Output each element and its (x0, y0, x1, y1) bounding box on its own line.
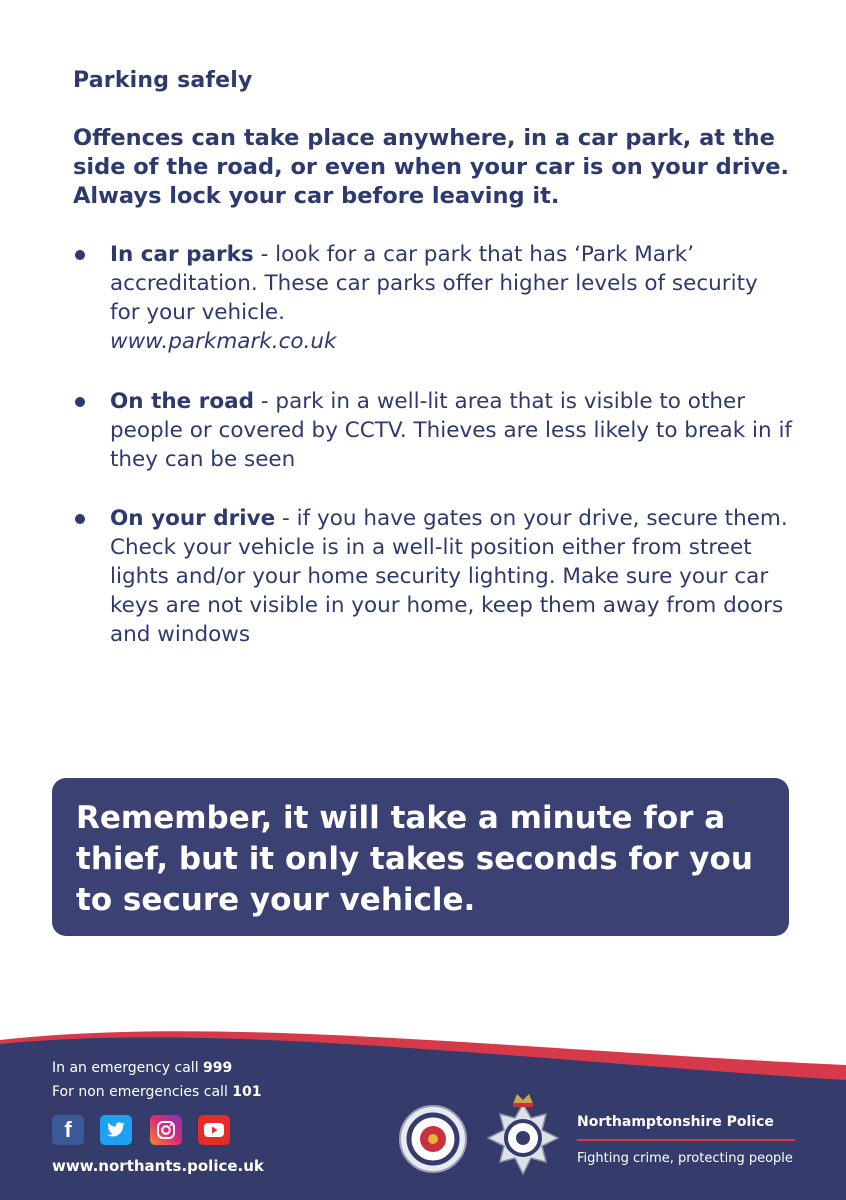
bullet-text: - if you have gates on your drive, secure them. Check your vehicle is in a well-lit position either from street lights and/or your home security lighting. Make sure your car keys are not visible in your home, keep them away from doors and windows (110, 506, 788, 647)
list-item-drive (73, 504, 793, 649)
police-crest-logo (484, 1090, 562, 1180)
website-link[interactable]: www.northants.police.uk (52, 1157, 264, 1175)
non-emergency-number: 101 (232, 1084, 262, 1100)
page-heading: Parking safely (73, 68, 253, 93)
bullet-title: On the road (110, 389, 254, 414)
parkmark-link[interactable]: www.parkmark.co.uk (110, 329, 337, 354)
intro-paragraph: Offences can take place anywhere, in a car park, at the side of the road, or even when your car is on your drive. Always lock your car before leaving it. (73, 125, 790, 209)
bullet-dot (75, 397, 85, 407)
bullet-text: - look for a car park that has ‘Park Mark’ accreditation. These car parks offer higher levels of security for your vehicle. (110, 242, 758, 325)
youtube-icon[interactable] (198, 1115, 230, 1145)
facebook-icon[interactable]: f (52, 1115, 84, 1145)
bullet-title: On your drive (110, 506, 276, 531)
emergency-line (52, 1060, 232, 1076)
brand-name: Northamptonshire Police (577, 1114, 774, 1130)
emergency-label: In an emergency call (52, 1060, 199, 1076)
list-item-car-parks (73, 240, 793, 356)
bullet-dot (75, 250, 85, 260)
bullet-dot (75, 514, 85, 524)
twitter-icon[interactable] (100, 1115, 132, 1145)
emergency-number: 999 (203, 1060, 233, 1076)
bullet-text: - park in a well-lit area that is visible to other people or covered by CCTV. Thieves are less likely to break in if they can be seen (110, 389, 792, 472)
instagram-icon[interactable] (150, 1115, 182, 1145)
list-item-road (73, 387, 793, 474)
reminder-callout: Remember, it will take a minute for a thief, but it only takes seconds for you to secure your vehicle. (52, 778, 789, 936)
non-emergency-line (52, 1084, 262, 1100)
non-emergency-label: For non emergencies call (52, 1084, 228, 1100)
bullet-title: In car parks (110, 242, 254, 267)
brand-divider (577, 1139, 795, 1141)
brand-tagline: Fighting crime, protecting people (577, 1151, 793, 1166)
commissioner-badge-logo (398, 1103, 468, 1175)
